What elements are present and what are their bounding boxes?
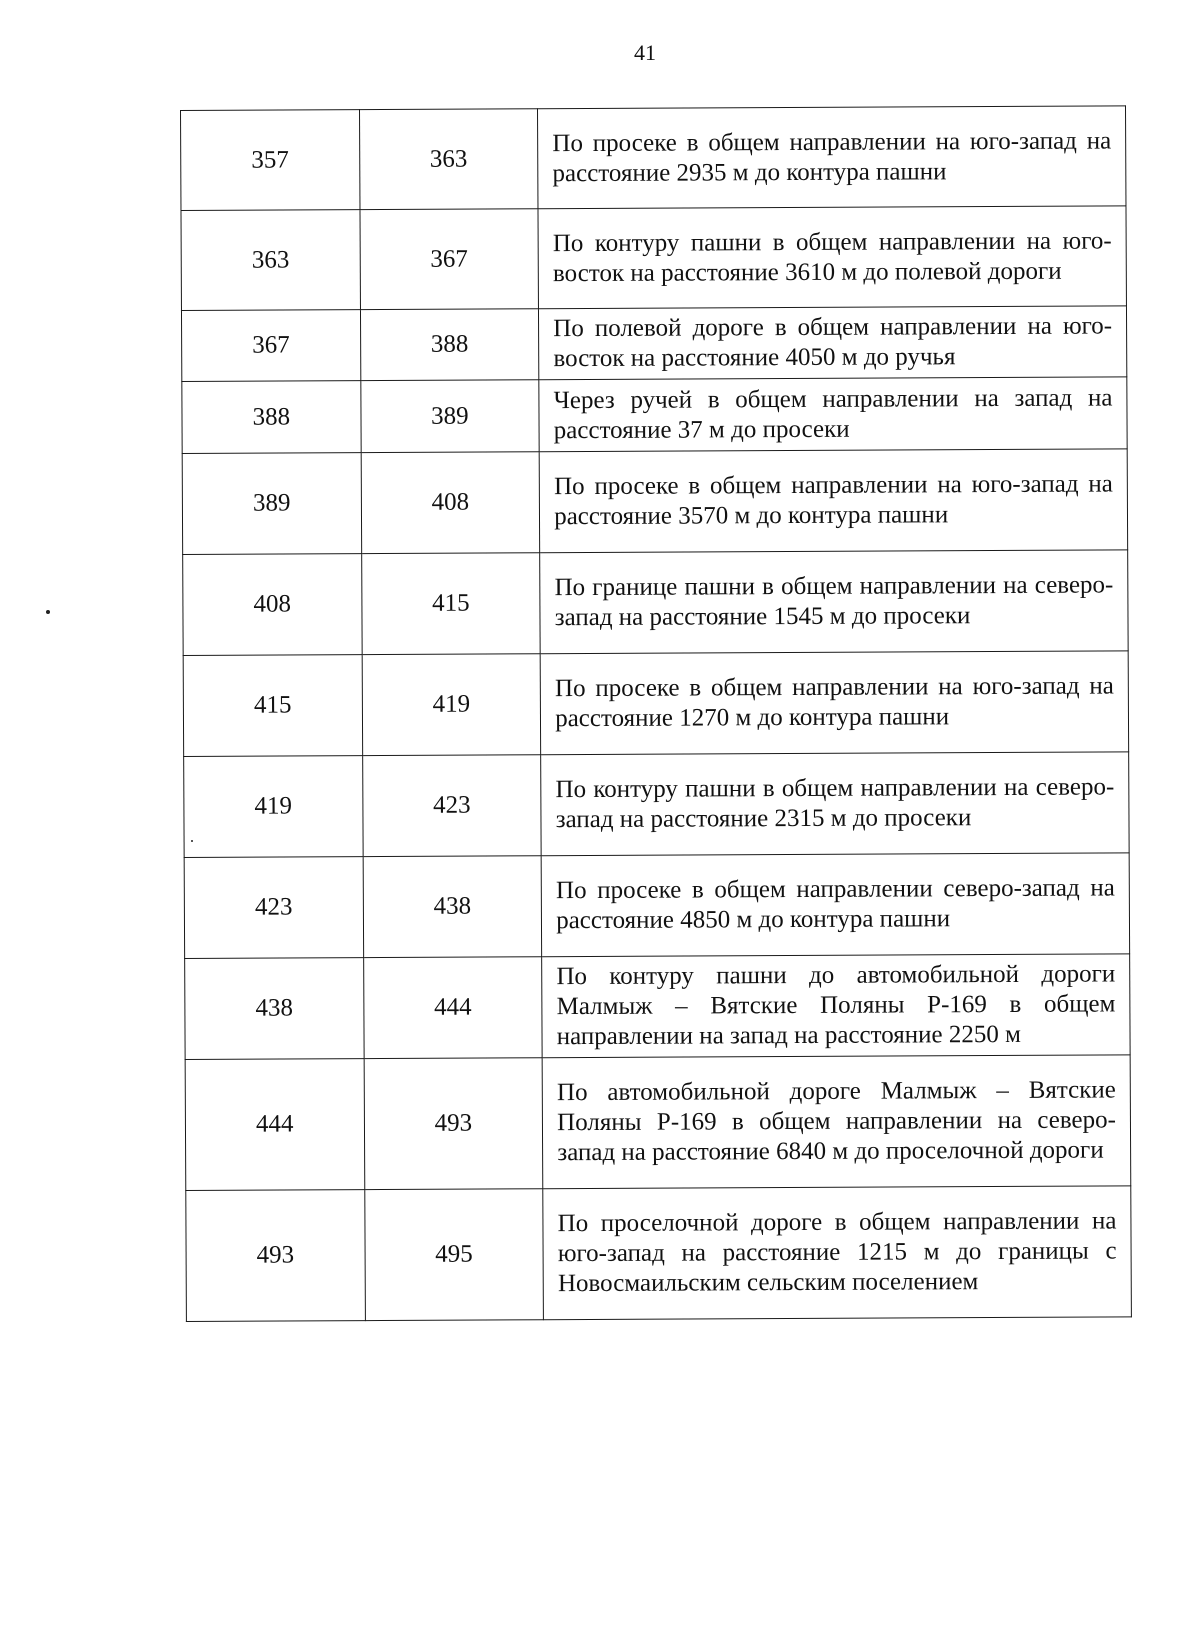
start-point-cell: 367 bbox=[181, 310, 360, 382]
start-point-cell: 357 bbox=[181, 110, 360, 211]
start-point-cell: 493 bbox=[186, 1190, 365, 1322]
segment-description-cell: По контуру пашни в общем направлении на юго-восток на расстояние 3610 м до полевой дороги bbox=[538, 206, 1126, 309]
start-point-cell: 408 bbox=[183, 554, 362, 656]
segment-description-cell: По полевой дороге в общем направлении на юго-восток на расстояние 4050 м до ручья bbox=[539, 306, 1127, 380]
start-point-cell: 415 bbox=[183, 655, 362, 757]
boundary-description-table bbox=[180, 105, 1132, 1322]
segment-description-cell: По просеке в общем направлении северо-запад на расстояние 4850 м до контура пашни bbox=[541, 853, 1129, 957]
start-point-cell: 423 bbox=[184, 857, 363, 959]
segment-description-cell: По границе пашни в общем направлении на северо-запад на расстояние 1545 м до просеки bbox=[540, 550, 1128, 654]
end-point-cell: 363 bbox=[359, 109, 538, 210]
table-row bbox=[182, 377, 1127, 454]
segment-description-cell: По контуру пашни до автомобильной дороги Малмыж – Вятские Поляны Р-169 в общем направлении на запад на расстояние 2250 м bbox=[542, 954, 1130, 1058]
end-point-cell: 444 bbox=[363, 957, 542, 1059]
start-point-cell: 438 bbox=[185, 958, 364, 1060]
start-point-cell: 419 bbox=[184, 756, 363, 858]
segment-description-cell: По автомобильной дороге Малмыж – Вятские Поляны Р-169 в общем направлении на северо-запад на расстояние 6840 м до проселочной дороги bbox=[542, 1055, 1130, 1189]
end-point-cell: 495 bbox=[364, 1189, 543, 1321]
table-row bbox=[184, 853, 1129, 959]
end-point-cell: 367 bbox=[360, 209, 539, 310]
table-row bbox=[182, 449, 1127, 555]
segment-description-cell: По контуру пашни в общем направлении на северо-запад на расстояние 2315 м до просеки bbox=[541, 752, 1129, 856]
table-row bbox=[181, 206, 1126, 311]
table-row bbox=[183, 651, 1128, 757]
end-point-cell: 493 bbox=[364, 1058, 543, 1190]
end-point-cell: 423 bbox=[362, 755, 541, 857]
table-row bbox=[185, 1055, 1131, 1191]
start-point-cell: 388 bbox=[182, 381, 361, 454]
table-row bbox=[181, 106, 1126, 211]
table-row bbox=[185, 954, 1130, 1060]
start-point-cell: 363 bbox=[181, 210, 360, 311]
start-point-cell: 444 bbox=[185, 1059, 364, 1191]
scan-speck bbox=[191, 840, 193, 842]
end-point-cell: 419 bbox=[362, 654, 541, 756]
table-row bbox=[181, 306, 1126, 382]
table-row bbox=[183, 550, 1128, 656]
page-number: 41 bbox=[634, 40, 656, 65]
end-point-cell: 438 bbox=[363, 856, 542, 958]
segment-description-cell: По просеке в общем направлении на юго-запад на расстояние 3570 м до контура пашни bbox=[539, 449, 1127, 553]
segment-description-cell: По просеке в общем направлении на юго-запад на расстояние 1270 м до контура пашни bbox=[540, 651, 1128, 755]
segment-description-cell: По проселочной дороге в общем направлении на юго-запад на расстояние 1215 м до границы с Новосмаильским сельским поселением bbox=[543, 1186, 1131, 1320]
start-point-cell: 389 bbox=[182, 453, 361, 555]
segment-description-cell: Через ручей в общем направлении на запад на расстояние 37 м до просеки bbox=[539, 377, 1127, 452]
end-point-cell: 389 bbox=[360, 380, 539, 453]
end-point-cell: 388 bbox=[360, 309, 539, 381]
scan-speck bbox=[46, 610, 50, 614]
segment-description-cell: По просеке в общем направлении на юго-запад на расстояние 2935 м до контура пашни bbox=[538, 106, 1126, 209]
table-row bbox=[184, 752, 1129, 858]
table-row bbox=[186, 1186, 1132, 1322]
end-point-cell: 415 bbox=[361, 553, 540, 655]
end-point-cell: 408 bbox=[361, 452, 540, 554]
